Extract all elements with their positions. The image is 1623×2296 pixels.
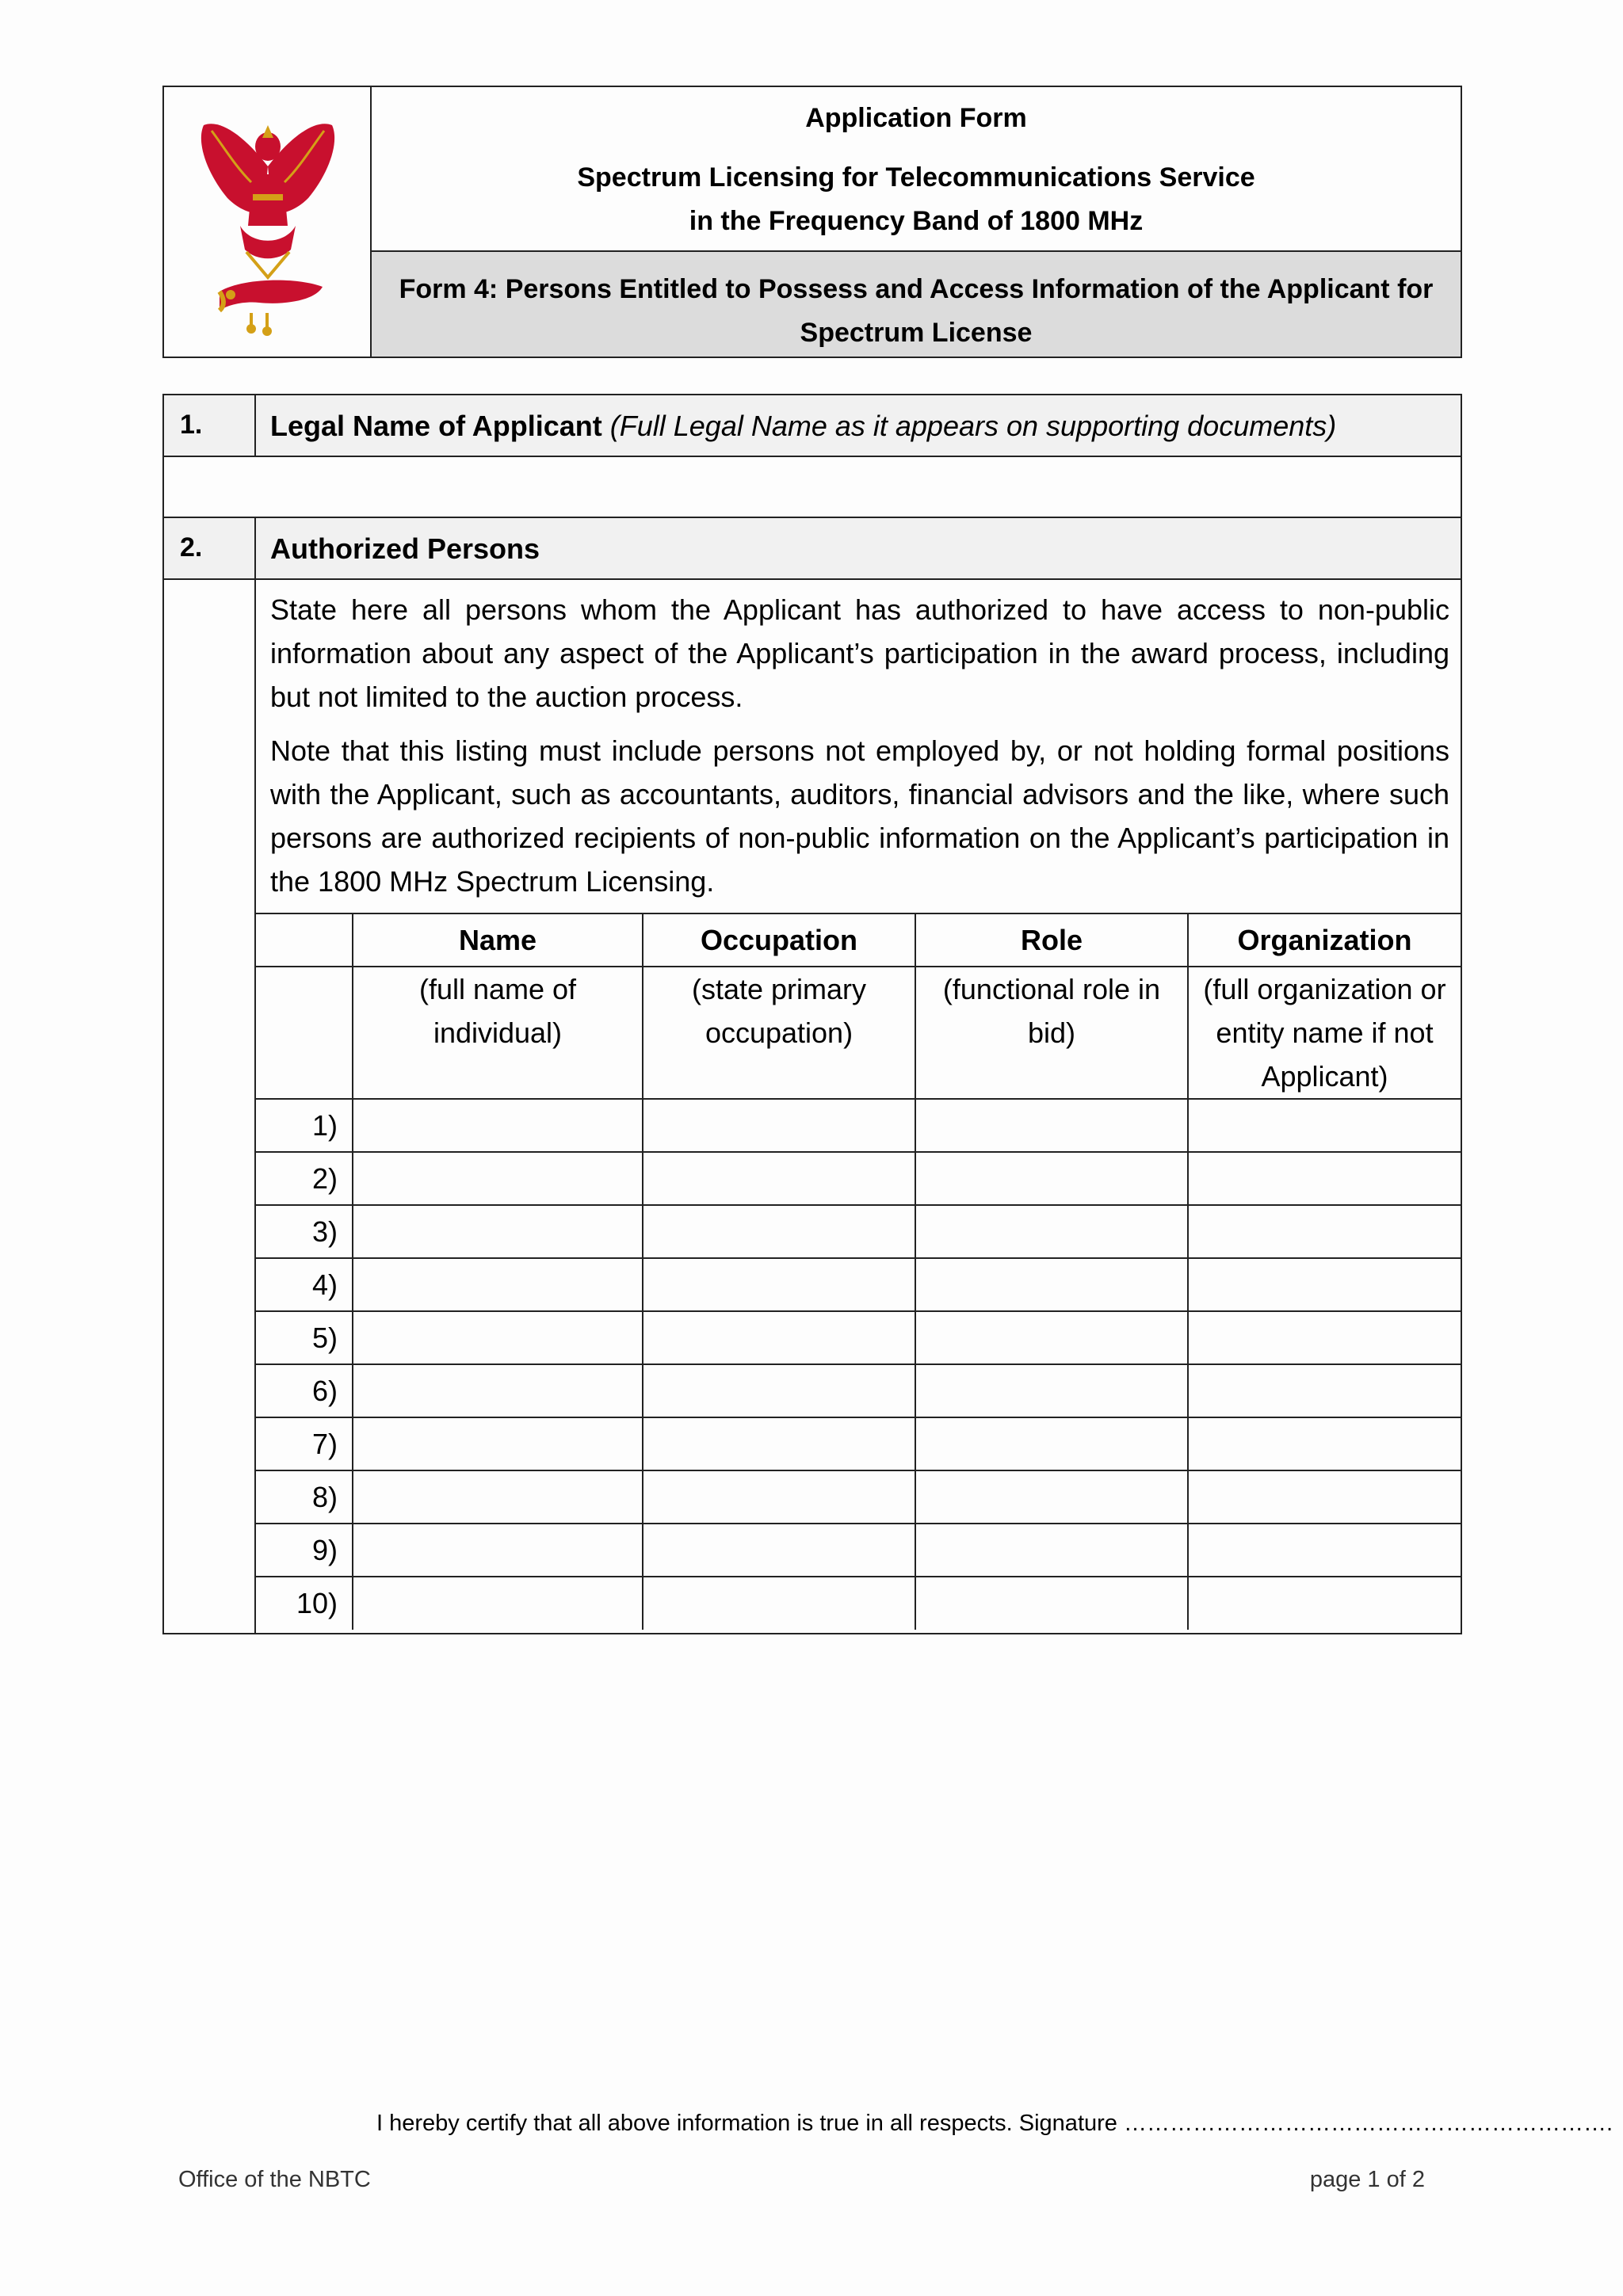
organization-input[interactable]	[1188, 1099, 1461, 1152]
table-row	[256, 1205, 1461, 1258]
organization-input[interactable]	[1188, 1364, 1461, 1417]
occupation-input[interactable]	[643, 1577, 915, 1630]
column-header-name: Name	[353, 913, 643, 967]
instructions-paragraph-1: State here all persons whom the Applicant has authorized to have access to non-public information about any aspect of the Applicant’s participation in the award process, including but not limited to the auction process.	[270, 593, 1449, 713]
legal-name-note: (Full Legal Name as it appears on supporting documents)	[609, 410, 1337, 442]
role-input[interactable]	[915, 1152, 1188, 1205]
table-row	[256, 1099, 1461, 1152]
column-header-occupation: Occupation	[643, 913, 915, 967]
organization-input[interactable]	[1188, 1470, 1461, 1524]
table-row	[256, 1577, 1461, 1630]
table-row	[256, 1524, 1461, 1577]
organization-input[interactable]	[1188, 1524, 1461, 1577]
header-text-column	[372, 87, 1461, 357]
occupation-input[interactable]	[643, 1205, 915, 1258]
occupation-input[interactable]	[643, 1470, 915, 1524]
table-header-row	[256, 913, 1461, 967]
table-row	[256, 1258, 1461, 1311]
role-input[interactable]	[915, 1205, 1188, 1258]
role-input[interactable]	[915, 1417, 1188, 1470]
role-input[interactable]	[915, 1258, 1188, 1311]
row-index: 6)	[256, 1364, 353, 1417]
row-index: 9)	[256, 1524, 353, 1577]
form-name-line2: Spectrum License	[800, 318, 1033, 348]
form-title: Application Form	[805, 103, 1027, 133]
authorized-persons-label	[270, 532, 540, 566]
column-description-name: (full name of individual)	[353, 967, 643, 1099]
name-input[interactable]	[353, 1417, 643, 1470]
instructions-paragraph-2: Note that this listing must include persons not employed by, or not holding formal positions with the Applicant, such as accountants, auditors, financial advisors and the like, where such persons are authorized recipients of non-public information on the Applicant’s participation in the 1800 MHz Spectrum Licensing.	[270, 734, 1449, 898]
section-1-title	[270, 410, 1336, 443]
table-row	[256, 1417, 1461, 1470]
section-1-number: 1.	[180, 410, 203, 440]
section-2-number: 2.	[180, 532, 203, 563]
row-index: 4)	[256, 1258, 353, 1311]
occupation-input[interactable]	[643, 1258, 915, 1311]
name-input[interactable]	[353, 1099, 643, 1152]
row-index: 8)	[256, 1470, 353, 1524]
table-row	[256, 1152, 1461, 1205]
authorized-persons-table	[256, 913, 1461, 1630]
table-row	[256, 1470, 1461, 1524]
organization-input[interactable]	[1188, 1311, 1461, 1364]
table-row	[256, 1311, 1461, 1364]
table-row	[256, 1364, 1461, 1417]
occupation-input[interactable]	[643, 1524, 915, 1577]
section-2-body	[164, 580, 1461, 1633]
organization-input[interactable]	[1188, 1152, 1461, 1205]
column-header-role: Role	[915, 913, 1188, 967]
legal-name-label: Legal Name of Applicant	[270, 410, 602, 442]
section-1-number-cell	[164, 395, 256, 456]
column-description-role: (functional role in bid)	[915, 967, 1188, 1099]
role-input[interactable]	[915, 1524, 1188, 1577]
occupation-input[interactable]	[643, 1364, 915, 1417]
row-index: 5)	[256, 1311, 353, 1364]
name-input[interactable]	[353, 1152, 643, 1205]
index-description-cell	[256, 967, 353, 1099]
organization-input[interactable]	[1188, 1417, 1461, 1470]
authorized-persons-title: Authorized Persons	[270, 532, 540, 565]
row-index: 3)	[256, 1205, 353, 1258]
section-1-header	[164, 395, 1461, 457]
header-title-cell	[372, 87, 1461, 252]
certification-statement: I hereby certify that all above information is true in all respects. Signature ……………………………………………………….	[376, 2111, 1613, 2136]
name-input[interactable]	[353, 1470, 643, 1524]
row-index: 2)	[256, 1152, 353, 1205]
name-input[interactable]	[353, 1205, 643, 1258]
occupation-input[interactable]	[643, 1311, 915, 1364]
role-input[interactable]	[915, 1364, 1188, 1417]
legal-name-input[interactable]	[164, 457, 1461, 518]
application-table	[162, 394, 1462, 1634]
column-description-occupation: (state primary occupation)	[643, 967, 915, 1099]
occupation-input[interactable]	[643, 1152, 915, 1205]
name-input[interactable]	[353, 1364, 643, 1417]
row-index: 10)	[256, 1577, 353, 1630]
index-header-cell	[256, 913, 353, 967]
role-input[interactable]	[915, 1470, 1188, 1524]
role-input[interactable]	[915, 1099, 1188, 1152]
name-input[interactable]	[353, 1311, 643, 1364]
column-header-organization: Organization	[1188, 913, 1461, 967]
table-description-row	[256, 967, 1461, 1099]
footer-page-number: page 1 of 2	[1309, 2167, 1425, 2192]
form-header	[162, 86, 1462, 358]
role-input[interactable]	[915, 1311, 1188, 1364]
row-index: 7)	[256, 1417, 353, 1470]
section-2-body-number-cell	[164, 580, 256, 1633]
form-subtitle-line2: in the Frequency Band of 1800 MHz	[689, 206, 1144, 236]
form-name-line1: Form 4: Persons Entitled to Possess and Access Information of the Applicant for	[399, 274, 1434, 304]
logo-cell	[164, 87, 372, 357]
footer-office: Office of the NBTC	[178, 2167, 371, 2192]
form-number-cell	[372, 252, 1461, 357]
name-input[interactable]	[353, 1524, 643, 1577]
form-subtitle-line1: Spectrum Licensing for Telecommunications Service	[577, 162, 1255, 193]
occupation-input[interactable]	[643, 1099, 915, 1152]
organization-input[interactable]	[1188, 1258, 1461, 1311]
garuda-emblem-icon	[164, 87, 372, 357]
name-input[interactable]	[353, 1258, 643, 1311]
role-input[interactable]	[915, 1577, 1188, 1630]
organization-input[interactable]	[1188, 1205, 1461, 1258]
name-input[interactable]	[353, 1577, 643, 1630]
section-2-number-cell	[164, 518, 256, 578]
row-index: 1)	[256, 1099, 353, 1152]
column-description-organization: (full organization or entity name if not Applicant)	[1188, 967, 1461, 1099]
occupation-input[interactable]	[643, 1417, 915, 1470]
organization-input[interactable]	[1188, 1577, 1461, 1630]
section-2-header	[164, 518, 1461, 580]
